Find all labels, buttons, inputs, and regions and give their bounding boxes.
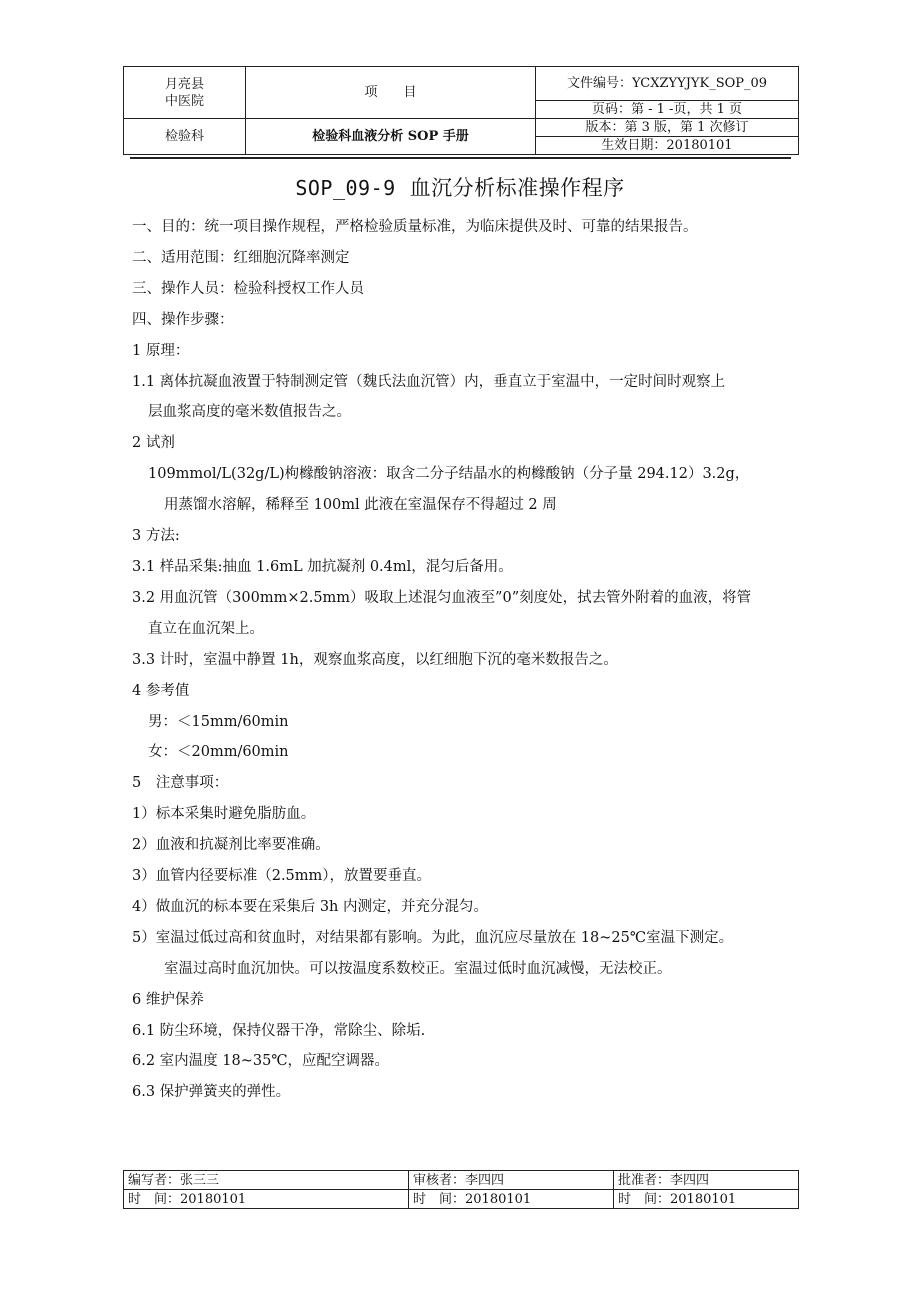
section-scope: 二、适用范围：红细胞沉降率测定 bbox=[132, 249, 350, 266]
writer-cell: 编写者：张三三 bbox=[124, 1171, 409, 1190]
heading-reference: 4 参考值 bbox=[132, 682, 190, 699]
reviewer-cell: 审核者：李四四 bbox=[409, 1171, 614, 1190]
document-header-table bbox=[123, 66, 799, 155]
hospital-line-2: 中医院 bbox=[164, 93, 204, 109]
list-item-continuation: 室温过高时血沉加快。可以按温度系数校正。室温过低时血沉减慢，无法校正。 bbox=[164, 960, 672, 977]
list-item: 4）做血沉的标本要在采集后 3h 内测定，并充分混匀。 bbox=[132, 898, 489, 915]
paragraph-line: 3.3 计时，室温中静置 1h，观察血浆高度，以红细胞下沉的毫米数报告之。 bbox=[132, 651, 618, 668]
section-purpose: 一、目的：统一项目操作规程，严格检验质量标准，为临床提供及时、可靠的结果报告。 bbox=[132, 219, 698, 235]
page-info-cell: 页码：第 - 1 -页，共 1 页 bbox=[536, 101, 799, 119]
paragraph-line: 1.1 离体抗凝血液置于特制测定管（魏氏法血沉管）内，垂直立于室温中，一定时间时观察上 bbox=[132, 373, 726, 390]
heading-maintenance: 6 维护保养 bbox=[132, 991, 204, 1008]
list-item: 1）标本采集时避免脂肪血。 bbox=[132, 806, 316, 823]
approver-cell: 批准者：李四四 bbox=[614, 1171, 799, 1190]
hospital-name-cell bbox=[124, 67, 246, 119]
approver-time-cell: 时 间：20180101 bbox=[614, 1190, 799, 1209]
paragraph-line: 6.1 防尘环境，保持仪器干净，常除尘、除垢. bbox=[132, 1022, 426, 1039]
header-divider bbox=[130, 157, 791, 159]
heading-principle: 1 原理： bbox=[132, 342, 190, 359]
paragraph-line: 6.2 室内温度 18~35℃，应配空调器。 bbox=[132, 1053, 390, 1070]
hospital-line-1: 月亮县 bbox=[164, 76, 204, 92]
version-cell: 版本：第 3 版，第 1 次修订 bbox=[536, 119, 799, 137]
heading-method: 3 方法: bbox=[132, 528, 180, 545]
list-item: 3）血管内径要标准（2.5mm），放置要垂直。 bbox=[132, 868, 432, 885]
heading-reagent: 2 试剂 bbox=[132, 435, 175, 452]
reference-male: 男：＜15mm/60min bbox=[148, 713, 289, 730]
paragraph-line: 3.1 样品采集:抽血 1.6mL 加抗凝剂 0.4ml，混匀后备用。 bbox=[132, 558, 513, 575]
list-item: 2）血液和抗凝剂比率要准确。 bbox=[132, 837, 330, 854]
section-procedure: 四、操作步骤： bbox=[132, 311, 234, 328]
paragraph-line: 层血浆高度的毫米数值报告之。 bbox=[148, 404, 351, 421]
paragraph-line: 用蒸馏水溶解，稀释至 100ml 此液在室温保存不得超过 2 周 bbox=[164, 497, 557, 514]
heading-notes: 5 注意事项： bbox=[132, 775, 229, 792]
document-body bbox=[132, 212, 804, 1108]
effective-date-cell: 生效日期：20180101 bbox=[536, 137, 799, 155]
section-personnel: 三、操作人员：检验科授权工作人员 bbox=[132, 280, 364, 297]
paragraph-line: 6.3 保护弹簧夹的弹性。 bbox=[132, 1084, 291, 1101]
reference-female: 女：＜20mm/60min bbox=[148, 744, 289, 761]
list-item: 5）室温过低过高和贫血时，对结果都有影响。为此，血沉应尽量放在 18~25℃室温下测定。 bbox=[132, 929, 734, 946]
sop-code: SOP_09-9 bbox=[295, 176, 396, 200]
paragraph-line: 109mmol/L(32g/L)枸橼酸钠溶液：取含二分子结晶水的枸橼酸钠（分子量 294.12）3.2g， bbox=[148, 466, 750, 483]
paragraph-line: 3.2 用血沉管（300mm×2.5mm）吸取上述混匀血液至”0”刻度处，拭去管外附着的血液，将管 bbox=[132, 589, 752, 606]
item-label-cell: 项 目 bbox=[246, 67, 536, 119]
file-number-cell: 文件编号：YCXZYYJYK_SOP_09 bbox=[536, 67, 799, 101]
document-footer-table bbox=[123, 1170, 799, 1209]
page-title bbox=[0, 172, 920, 202]
reviewer-time-cell: 时 间：20180101 bbox=[409, 1190, 614, 1209]
paragraph-line: 直立在血沉架上。 bbox=[148, 620, 264, 637]
writer-time-cell: 时 间：20180101 bbox=[124, 1190, 409, 1209]
sop-name: 血沉分析标准操作程序 bbox=[409, 176, 625, 200]
manual-title-cell: 检验科血液分析 SOP 手册 bbox=[246, 119, 536, 155]
department-cell: 检验科 bbox=[124, 119, 246, 155]
